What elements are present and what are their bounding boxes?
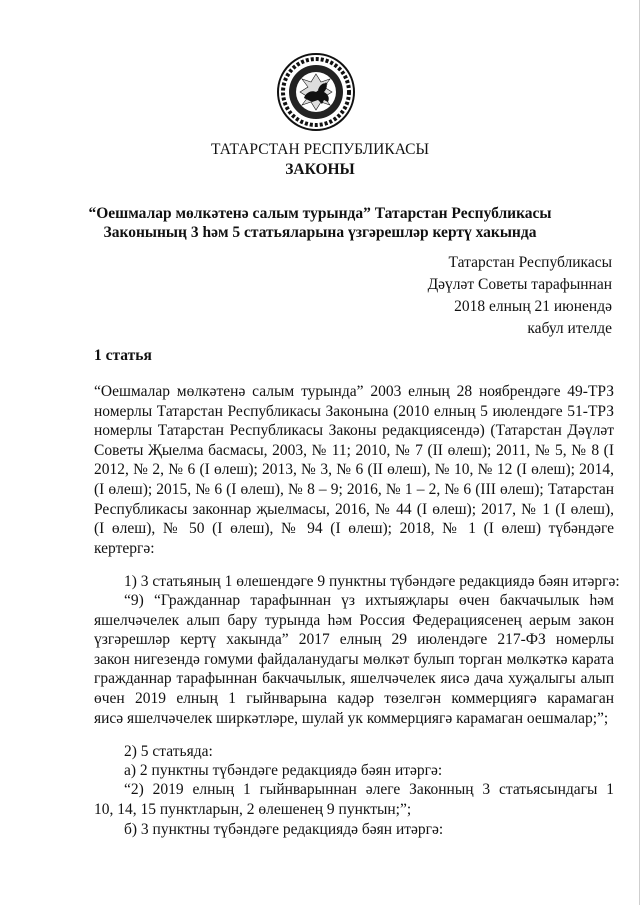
law-subject-line-2: Законының 3 һәм 5 статьяларына үзгәрешләр кертү хакында (103, 224, 537, 241)
paragraph-line: Советы Җыелма басмасы, 2003, № 11; 2010, № 7 (II өлеш); 2011, № 5, № 8 (I (94, 441, 614, 459)
paragraph-line: “2) 2019 елның 1 гыйнварыннан әлеге Законның 3 статьясындагы 1 (124, 781, 614, 798)
paragraph-line: яисә яшелчәчелек ширкәтләре, шулай ук коммерциягә карамаган оешмалар;”; (94, 709, 609, 727)
article-heading: 1 статья (94, 347, 152, 364)
adoption-line-2: Дәүләт Советы тарафыннан (427, 276, 612, 293)
paragraph-line: өчен 2019 елның 1 гыйнварына кадәр төзелгән коммерциягә карамаган (94, 689, 614, 707)
paragraph-line: закон нигезендә гомуми файдаланудагы мөлкәт булып торган мөлкәткә карата (94, 650, 614, 668)
tatarstan-emblem-icon (276, 52, 356, 132)
item1-text (94, 591, 614, 728)
paragraph-line: кертергә: (94, 539, 155, 557)
law-title: ЗАКОНЫ (285, 161, 355, 178)
paragraph-line: номерлы Татарстан Республикасы Законы редакциясендә) (Татарстан Дәүләт (94, 422, 614, 440)
paragraph-line: “9) “Гражданнар тарафыннан үз ихтыяҗлары өчен бакчачылык һәм (124, 592, 614, 609)
paragraph-line: яшелчәчелек алып бару турында һәм Россия Федерациясенең аерым закон (94, 611, 614, 629)
item2-intro: 2) 5 статьяда: (124, 743, 213, 760)
paragraph-line: 2012, № 2, № 6 (I өлеш); 2013, № 3, № 6 (II өлеш), № 10, № 12 (I өлеш); 2014, (94, 461, 614, 479)
item2-b: б) 3 пунктны түбәндәге редакциядә бәян итәргә: (124, 821, 444, 838)
paragraph-line: (I өлеш), № 50 (I өлеш), № 94 (I өлеш); 2018, № 1 (I өлеш) түбәндәге (94, 520, 614, 538)
law-subject-line-1: “Оешмалар мөлкәтенә салым турында” Татарстан Республикасы (88, 205, 552, 222)
paragraph-line: Республикасы законнар җыелмасы, 2016, № 44 (I өлеш); 2017, № 1 (I өлеш), (94, 500, 614, 518)
item1-intro: 1) 3 статьяның 1 өлешендәге 9 пунктны түбәндәге редакциядә бәян итәргә: (124, 573, 620, 590)
paragraph-line: гражданнар тарафыннан бакчачылык, яшелчәчелек яисә дача хуҗалыгы алып (94, 670, 614, 688)
paragraph-line: 10, 14, 15 пунктларын, 2 өлешенең 9 пунктын;”; (94, 800, 412, 818)
article1-paragraph (94, 382, 614, 558)
paragraph-line: номерлы Татарстан Республикасы Законына (2010 елның 5 июлендәге 51-ТРЗ (94, 402, 614, 420)
adoption-block (428, 252, 612, 340)
item2-a: а) 2 пунктны түбәндәге редакциядә бәян итәргә: (124, 762, 443, 779)
item2-a-text (94, 780, 614, 819)
paragraph-line: (I өлеш); 2015, № 6 (I өлеш), № 8 – 9; 2016, № 1 – 2, № 6 (III өлеш); Татарстан (94, 480, 614, 498)
republic-title: ТАТАРСТАН РЕСПУБЛИКАСЫ (211, 141, 429, 158)
paragraph-line: “Оешмалар мөлкәтенә салым турында” 2003 елның 28 ноябрендәге 49-ТРЗ (94, 383, 614, 400)
adoption-line-3: 2018 елның 21 июнендә (454, 298, 612, 315)
adoption-line-4: кабул ителде (527, 320, 612, 337)
paragraph-line: үзгәрешләр кертү хакында” 2017 елның 29 июлендәге 217-ФЗ номерлы (94, 631, 614, 649)
adoption-line-1: Татарстан Республикасы (448, 254, 612, 271)
